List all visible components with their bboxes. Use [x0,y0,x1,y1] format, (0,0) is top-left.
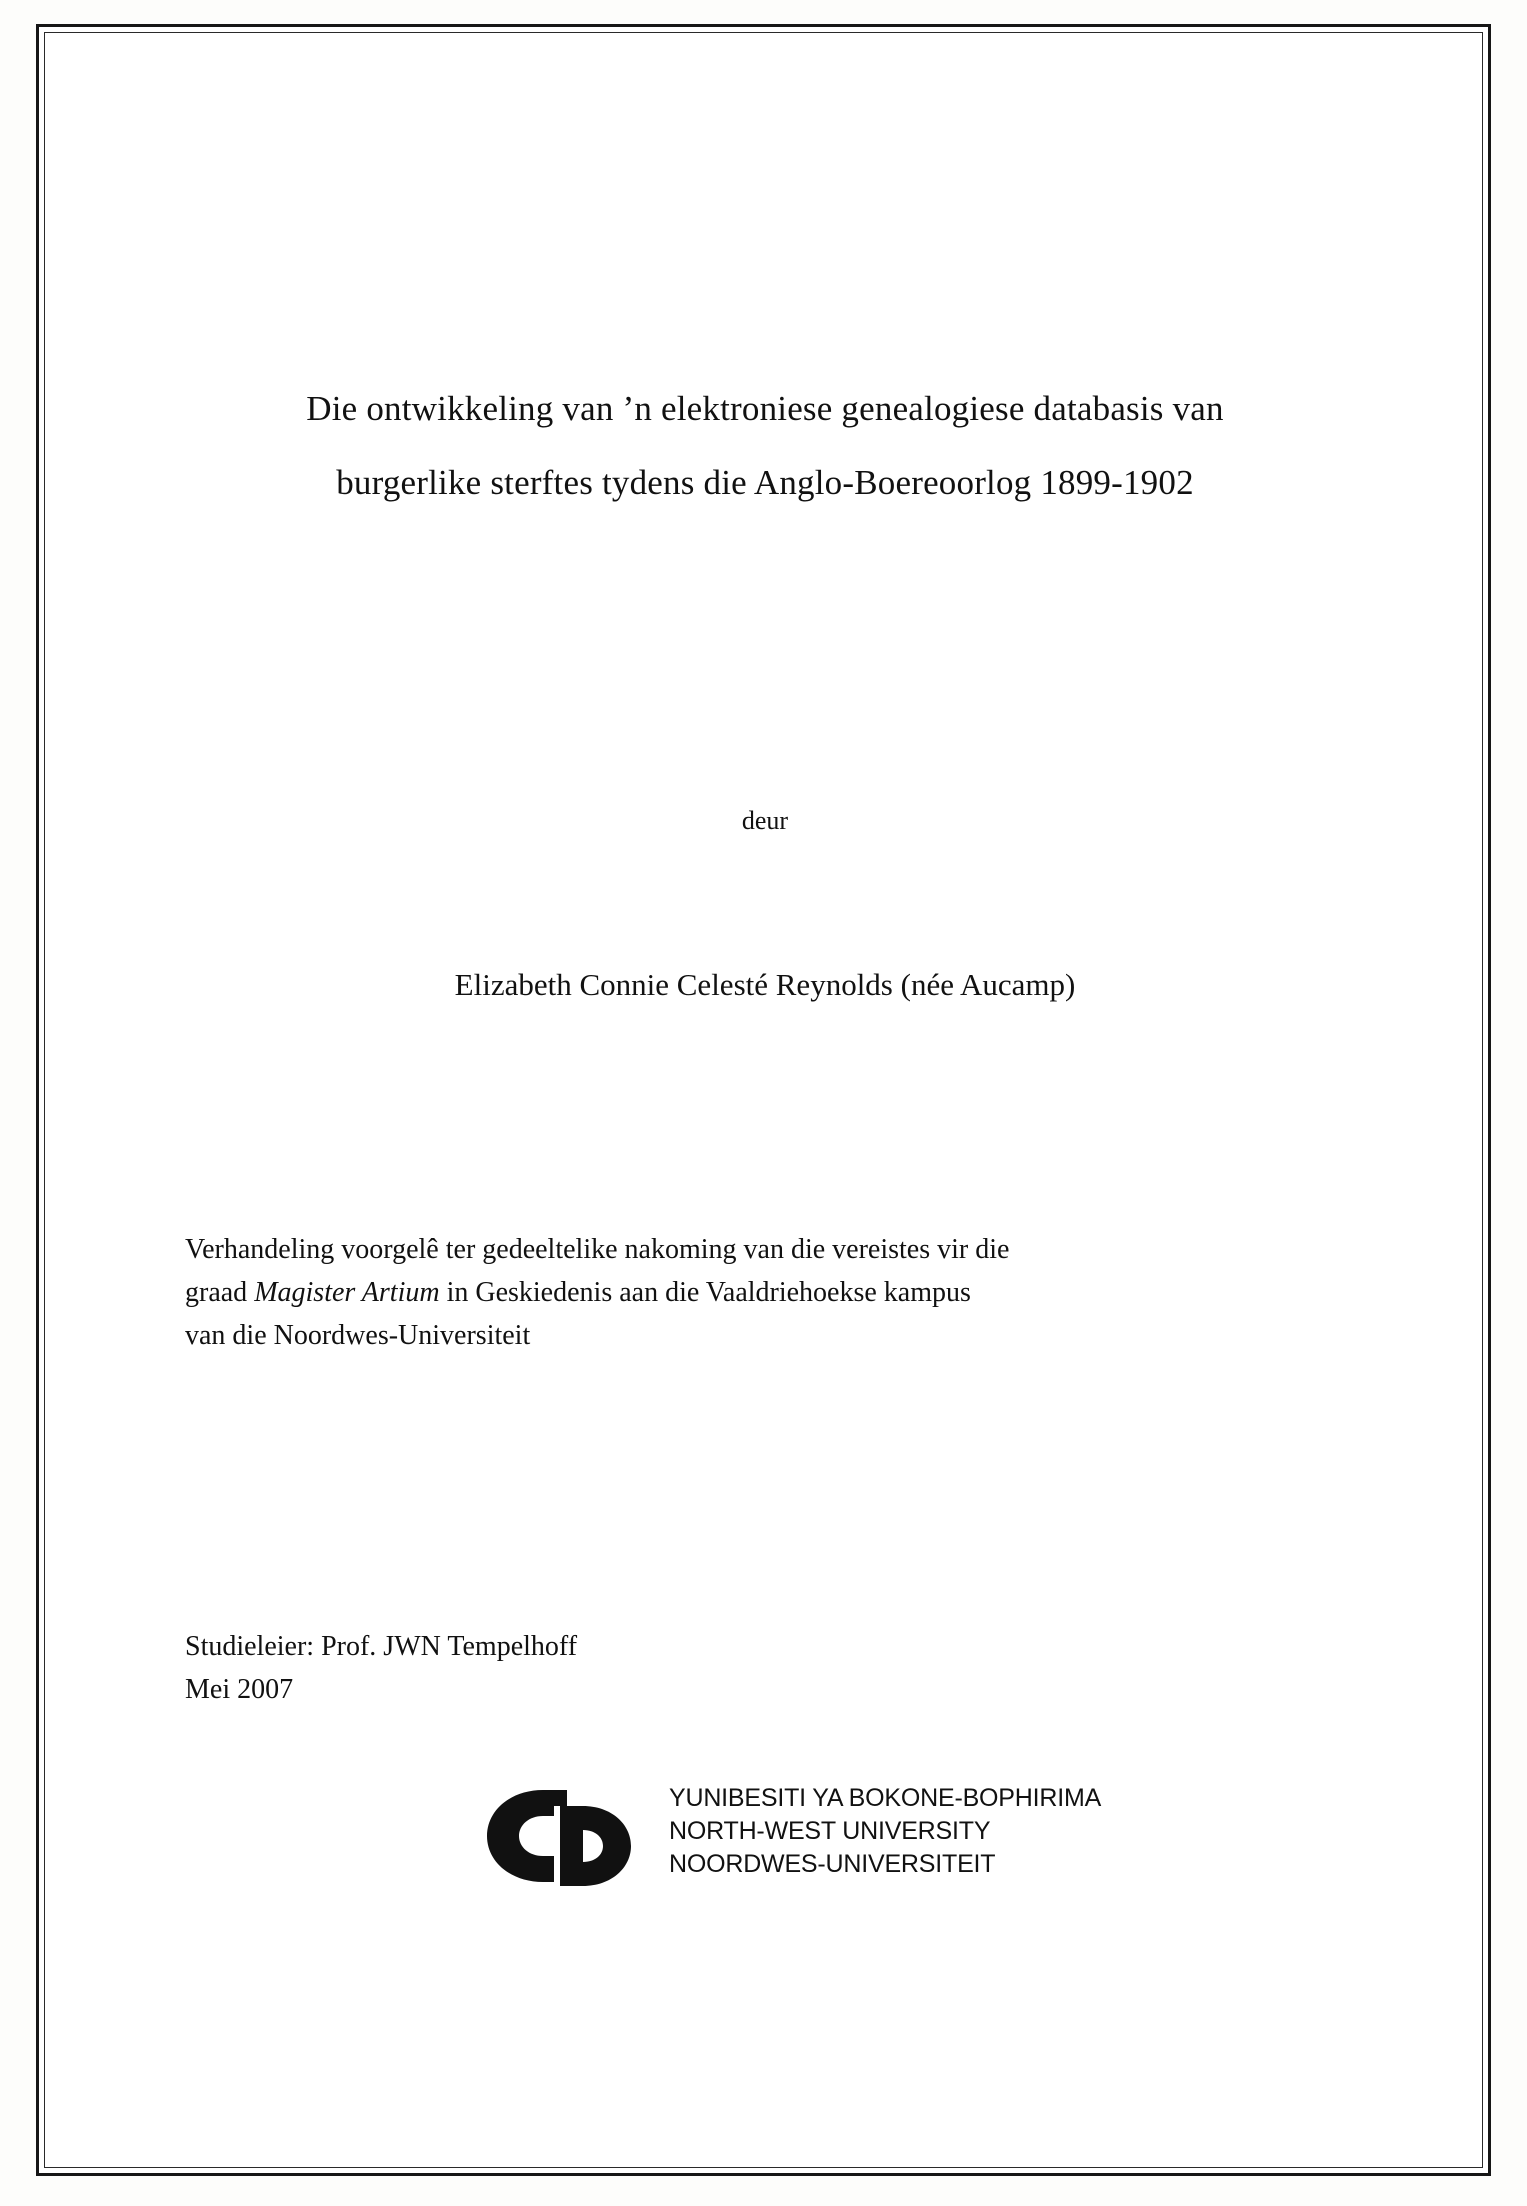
north-west-university-logo-icon [471,1782,661,1890]
university-logo-text [669,1782,1101,1881]
logo-text-line-3: NOORDWES-UNIVERSITEIT [669,1850,996,1878]
degree-statement-line-2 [185,1271,1340,1314]
date-line: Mei 2007 [185,1674,294,1705]
degree-statement-line-2-prefix: graad [185,1277,255,1308]
title-page-content [185,0,1345,2206]
title-line-1: Die ontwikkeling van ’n elektroniese genealogiese databasis van [306,389,1224,428]
degree-statement [185,1228,1340,1357]
logo-text-line-2: NORTH-WEST UNIVERSITY [669,1817,991,1845]
supervisor-line: Studieleier: Prof. JWN Tempelhoff [185,1631,578,1662]
university-logo-block [471,1782,1111,1892]
page-title [185,372,1345,520]
degree-statement-line-1: Verhandeling voorgelê ter gedeeltelike nakoming van die vereistes vir die [185,1234,1010,1265]
author-name: Elizabeth Connie Celesté Reynolds (née Aucamp) [454,967,1076,1002]
by-label: deur [741,806,789,835]
degree-statement-line-2-suffix: in Geskiedenis aan die Vaaldriehoekse kampus [439,1277,971,1308]
logo-text-line-1: YUNIBESITI YA BOKONE-BOPHIRIMA [669,1784,1102,1812]
degree-name: Magister Artium [254,1277,440,1308]
title-line-2: burgerlike sterftes tydens die Anglo-Boereoorlog 1899-1902 [336,463,1194,502]
degree-statement-line-3: van die Noordwes-Universiteit [185,1320,531,1351]
